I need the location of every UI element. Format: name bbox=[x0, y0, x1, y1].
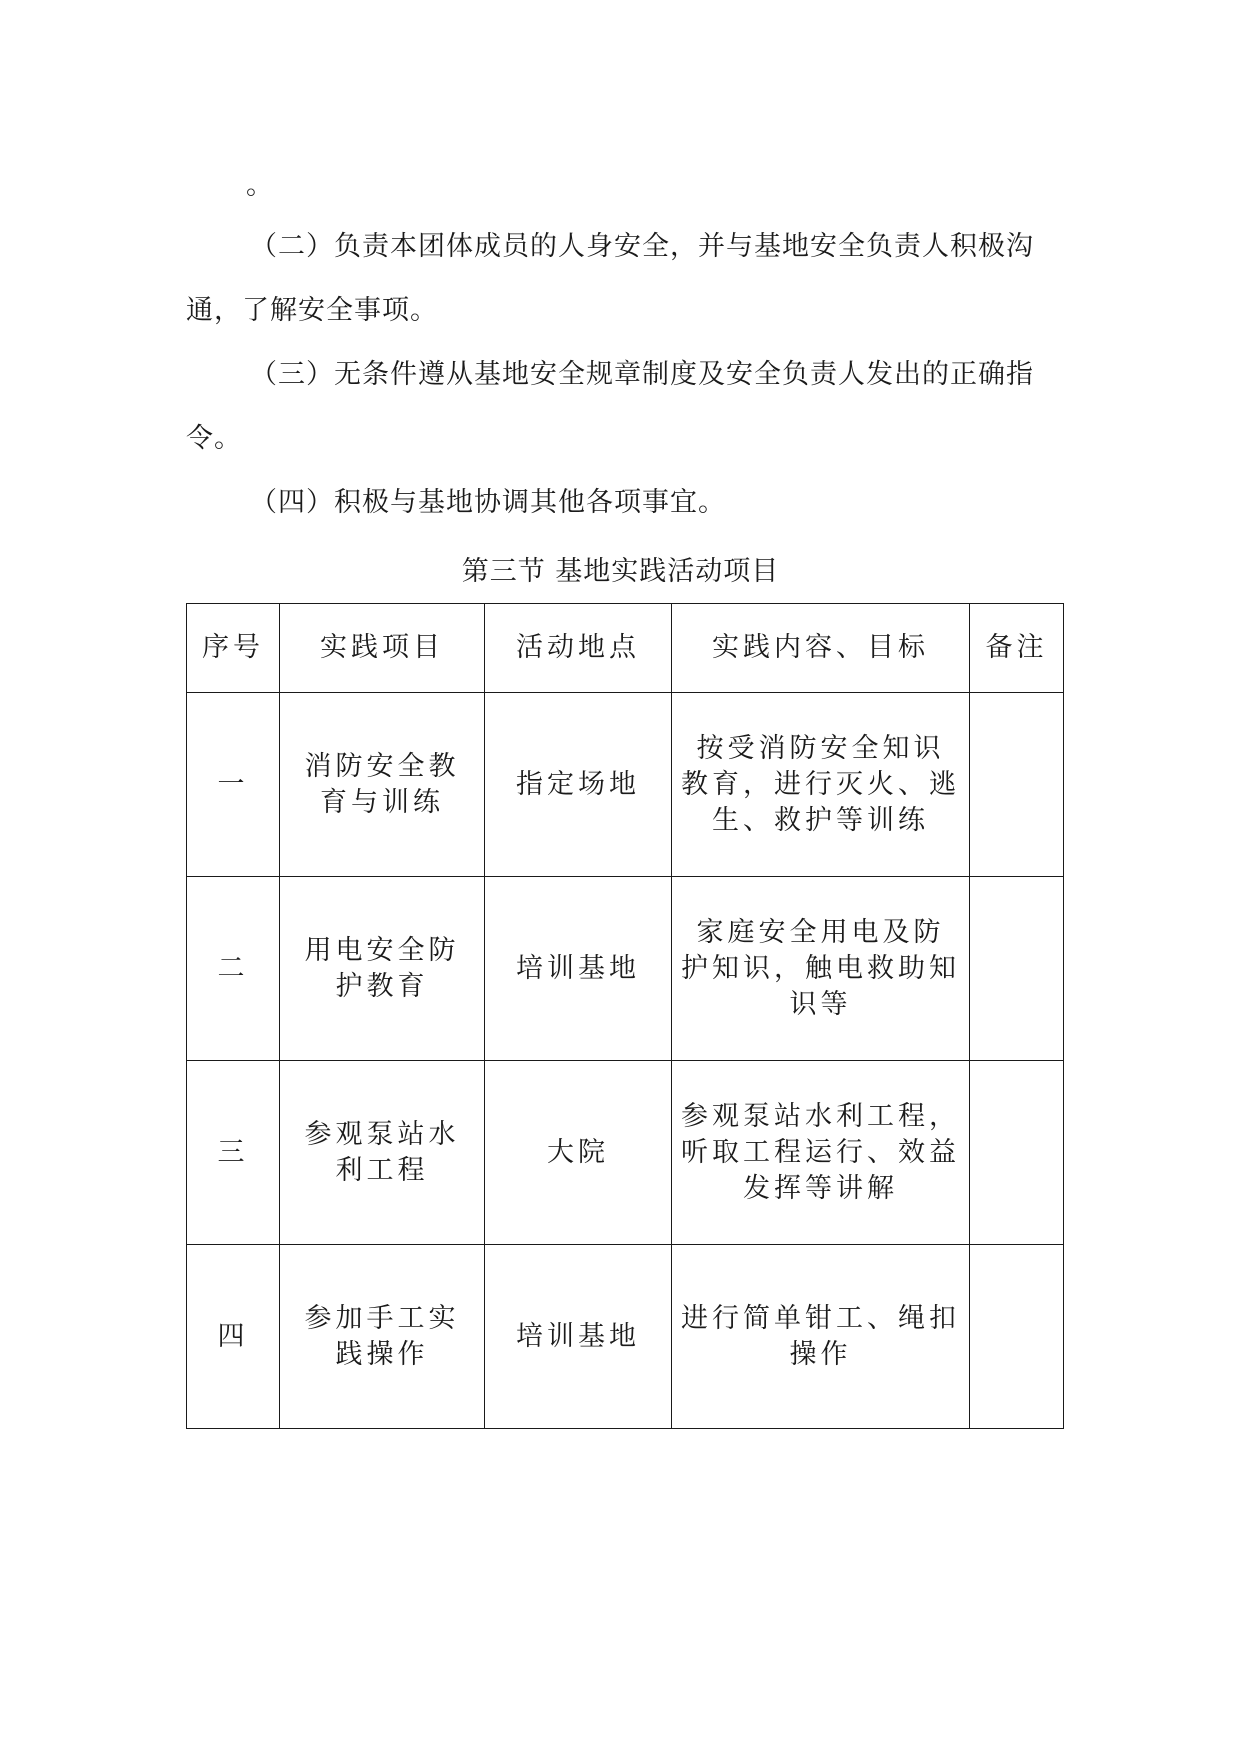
paragraph-fragment: 。 bbox=[246, 170, 274, 201]
cell-project-line: 利工程 bbox=[335, 1154, 429, 1186]
table-row bbox=[187, 877, 1064, 1061]
cell-location: 指定场地 bbox=[485, 693, 672, 877]
cell-content-line: 发挥等讲解 bbox=[743, 1172, 898, 1204]
cell-location: 大院 bbox=[485, 1061, 672, 1245]
cell-remark bbox=[970, 1245, 1064, 1429]
cell-content-line: 教育，进行灭火、逃 bbox=[681, 768, 960, 800]
cell-remark bbox=[970, 1061, 1064, 1245]
cell-content-line: 听取工程运行、效益 bbox=[681, 1136, 960, 1168]
section-title: 第三节 基地实践活动项目 bbox=[461, 556, 780, 587]
cell-location: 培训基地 bbox=[485, 1245, 672, 1429]
cell-content-line: 生、救护等训练 bbox=[712, 804, 929, 836]
table-row bbox=[187, 693, 1064, 877]
table-header-row bbox=[187, 604, 1064, 693]
cell-location: 培训基地 bbox=[485, 877, 672, 1061]
cell-content bbox=[672, 877, 970, 1061]
cell-remark bbox=[970, 693, 1064, 877]
cell-project bbox=[280, 1245, 485, 1429]
cell-project bbox=[280, 1061, 485, 1245]
cell-content bbox=[672, 1061, 970, 1245]
cell-no: 三 bbox=[187, 1061, 280, 1245]
header-no: 序号 bbox=[187, 604, 280, 693]
table-row bbox=[187, 1061, 1064, 1245]
cell-project-line: 护教育 bbox=[335, 970, 429, 1002]
cell-content-line: 护知识，触电救助知 bbox=[681, 952, 960, 984]
cell-project-line: 参加手工实 bbox=[304, 1302, 460, 1334]
paragraph-2-line-2: 通，了解安全事项。 bbox=[186, 295, 438, 326]
cell-project-line: 参观泵站水 bbox=[304, 1118, 460, 1150]
activity-table bbox=[186, 603, 1064, 1429]
cell-content-line: 操作 bbox=[789, 1338, 852, 1370]
cell-content-line: 家庭安全用电及防 bbox=[696, 916, 945, 948]
cell-content-line: 参观泵站水利工程， bbox=[681, 1100, 960, 1132]
cell-no: 四 bbox=[187, 1245, 280, 1429]
cell-project bbox=[280, 877, 485, 1061]
paragraph-4-line-1: （四）积极与基地协调其他各项事宜。 bbox=[250, 487, 726, 518]
cell-project-line: 用电安全防 bbox=[304, 934, 460, 966]
cell-content-line: 进行简单钳工、绳扣 bbox=[681, 1302, 960, 1334]
header-remark: 备注 bbox=[970, 604, 1064, 693]
cell-content-line: 识等 bbox=[789, 988, 852, 1020]
cell-remark bbox=[970, 877, 1064, 1061]
cell-project-line: 消防安全教 bbox=[304, 750, 460, 782]
header-project: 实践项目 bbox=[280, 604, 485, 693]
paragraph-2-line-1: （二）负责本团体成员的人身安全，并与基地安全负责人积极沟 bbox=[250, 231, 1034, 262]
paragraph-3-line-1: （三）无条件遵从基地安全规章制度及安全负责人发出的正确指 bbox=[250, 359, 1034, 390]
cell-project-line: 育与训练 bbox=[320, 786, 444, 818]
cell-content bbox=[672, 1245, 970, 1429]
table-row bbox=[187, 1245, 1064, 1429]
cell-project-line: 践操作 bbox=[335, 1338, 429, 1370]
header-location: 活动地点 bbox=[485, 604, 672, 693]
header-content: 实践内容、目标 bbox=[672, 604, 970, 693]
cell-content-line: 按受消防安全知识 bbox=[696, 732, 945, 764]
cell-project bbox=[280, 693, 485, 877]
cell-no: 一 bbox=[187, 693, 280, 877]
paragraph-3-line-2: 令。 bbox=[186, 423, 242, 454]
cell-no: 二 bbox=[187, 877, 280, 1061]
cell-content bbox=[672, 693, 970, 877]
